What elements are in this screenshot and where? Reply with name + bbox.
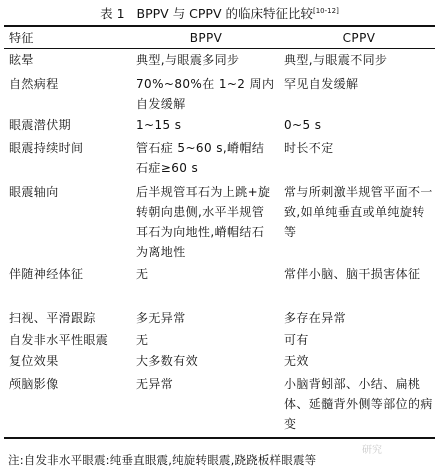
table-header-rule <box>4 48 435 49</box>
row-cppv: 常与所刺激半规管平面不一致,如单纯垂直或单纯旋转等 <box>284 185 433 239</box>
row-bppv: 无 <box>136 267 149 281</box>
row-bppv: 1~15 s <box>136 118 182 132</box>
row-bppv: 多无异常 <box>136 311 186 325</box>
row-feature: 伴随神经体征 <box>9 267 84 281</box>
row-cppv: 可有 <box>284 333 309 347</box>
row-feature: 复位效果 <box>9 354 59 368</box>
row-bppv: 无 <box>136 333 149 347</box>
row-feature: 眩晕 <box>9 53 34 67</box>
row-feature: 眼震持续时间 <box>9 141 84 155</box>
header-bppv: BPPV <box>189 31 223 45</box>
row-feature: 颅脑影像 <box>9 377 59 391</box>
header-feature: 特征 <box>9 31 34 45</box>
table-caption <box>0 4 439 22</box>
row-cppv: 典型,与眼震不同步 <box>284 53 388 67</box>
row-bppv: 无异常 <box>136 377 174 391</box>
row-cppv: 常伴小脑、脑干损害体征 <box>284 267 421 281</box>
row-bppv: 典型,与眼震多同步 <box>136 53 240 67</box>
row-cppv: 小脑背蚓部、小结、扁桃体、延髓背外侧等部位的病变 <box>284 377 433 431</box>
row-feature: 眼震潜伏期 <box>9 118 72 132</box>
watermark-text: 研究 <box>362 445 382 456</box>
row-bppv: 70%~80%在 1~2 周内自发缓解 <box>136 77 275 111</box>
row-bppv: 后半规管耳石为上跳+旋转朝向患侧,水平半规管耳石为向地性,嵴帽结石为离地性 <box>136 185 271 259</box>
table-footnote: 注:自发非水平眼震:纯垂直眼震,纯旋转眼震,跷跷板样眼震等 <box>8 453 317 467</box>
row-cppv: 时长不定 <box>284 141 334 155</box>
row-feature: 眼震轴向 <box>9 185 59 199</box>
row-cppv: 0~5 s <box>284 118 322 132</box>
row-feature: 自发非水平性眼震 <box>9 333 109 347</box>
row-cppv: 多存在异常 <box>284 311 347 325</box>
header-cppv: CPPV <box>342 31 376 45</box>
table-bottom-rule <box>4 437 435 439</box>
table-title: 表 1 BPPV 与 CPPV 的临床特征比较 <box>100 6 313 21</box>
row-bppv: 大多数有效 <box>136 354 199 368</box>
row-cppv: 无效 <box>284 354 309 368</box>
row-cppv: 罕见自发缓解 <box>284 77 359 91</box>
row-feature: 自然病程 <box>9 77 59 91</box>
table-top-rule <box>4 25 435 27</box>
row-feature: 扫视、平滑跟踪 <box>9 311 96 325</box>
reference-superscript: [10-12] <box>313 7 339 15</box>
row-bppv: 管石症 5~60 s,嵴帽结石症≥60 s <box>136 141 265 175</box>
